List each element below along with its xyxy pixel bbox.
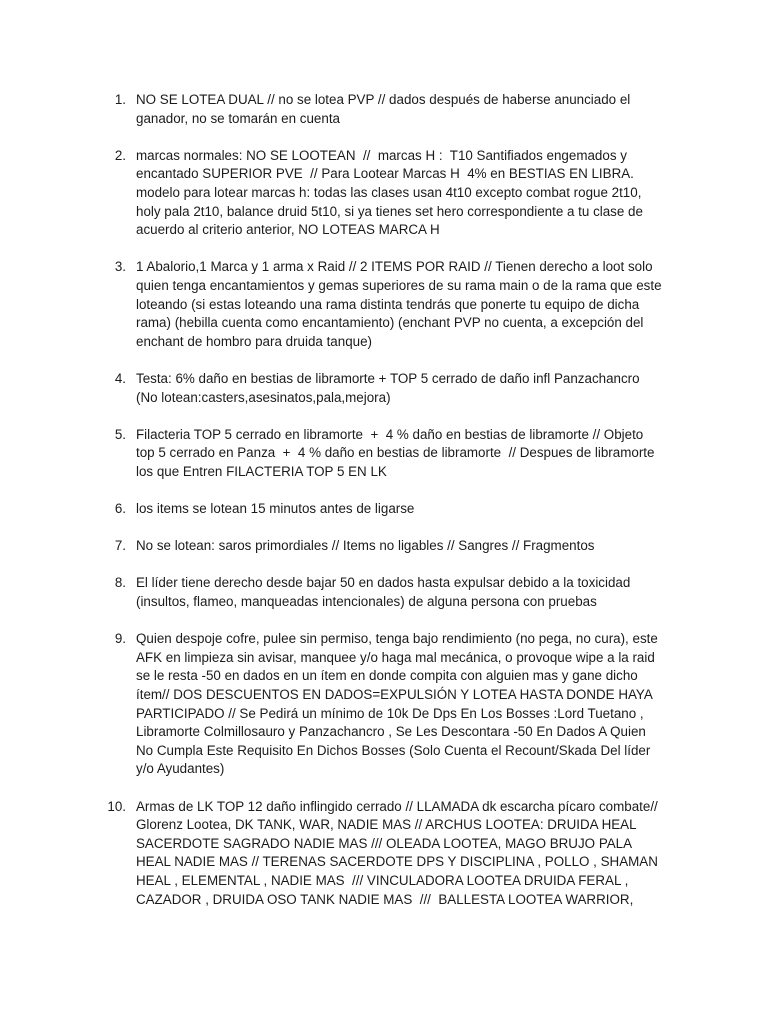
rule-line: marcas normales: NO SE LOOTEAN // marcas H : T10 Santifiados engemados y (136, 147, 627, 163)
rule-item-2 (0, 147, 768, 240)
rule-text (136, 426, 688, 482)
rule-item-4 (0, 370, 768, 407)
rule-line: El líder tiene derecho desde bajar 50 en dados hasta expulsar debido a la toxicidad (136, 575, 631, 591)
rule-line: los items se lotean 15 minutos antes de ligarse (136, 501, 415, 517)
rule-line: acuerdo al criterio anterior, NO LOTEAS MARCA H (136, 222, 440, 238)
rule-text (136, 798, 688, 910)
rule-item-6 (0, 500, 768, 519)
rule-line: Glorenz Lootea, DK TANK, WAR, NADIE MAS // ARCHUS LOOTEA: DRUIDA HEAL (136, 817, 637, 833)
rule-line: No se lotean: saros primordiales // Items no ligables // Sangres // Fragmentos (136, 538, 595, 554)
rule-line: ítem// DOS DESCUENTOS EN DADOS=EXPULSIÓN Y LOTEA HASTA DONDE HAYA (136, 687, 653, 702)
rule-line: top 5 cerrado en Panza + 4 % daño en bestias de libramorte // Despues de libramorte (136, 445, 655, 461)
rule-text (136, 500, 688, 519)
rule-line: y/o Ayudantes) (136, 761, 225, 777)
rule-line: quien tenga encantamientos y gemas superiores de su rama main o de la rama que este (136, 277, 662, 293)
rule-line: SACERDOTE SAGRADO NADIE MAS /// OLEADA LOOTEA, MAGO BRUJO PALA (136, 835, 633, 851)
rule-line: HEAL NADIE MAS // TERENAS SACERDOTE DPS Y DISCIPLINA , POLLO , SHAMAN (136, 854, 658, 870)
rule-line: Testa: 6% daño en bestias de libramorte + TOP 5 cerrado de daño infl Panzachancro (136, 370, 640, 386)
rule-line: rama) (hebilla cuenta como encantamiento) (enchant PVP no cuenta, a excepción del (136, 315, 644, 331)
rule-text (136, 258, 688, 351)
rule-item-3 (0, 258, 768, 351)
rule-number: 4. (114, 370, 126, 386)
rule-line: ganador, no se tomarán en cuenta (136, 110, 340, 126)
rules-list (0, 91, 768, 928)
rule-number: 9. (114, 631, 126, 647)
rule-line: Quien despoje cofre, pulee sin permiso, tenga bajo rendimiento (no pega, no cura), este (136, 631, 658, 647)
rule-line: modelo para lotear marcas h: todas las clases usan 4t10 excepto combat rogue 2t10, (136, 184, 642, 200)
rule-text (136, 91, 688, 128)
rule-number: 6. (114, 501, 126, 517)
rule-line: PARTICIPADO // Se Pedirá un mínimo de 10k De Dps En Los Bosses :Lord Tuetano , (136, 705, 644, 721)
rule-line: HEAL , ELEMENTAL , NADIE MAS /// VINCULADORA LOOTEA DRUIDA FERAL , (136, 872, 629, 888)
rule-item-1 (0, 91, 768, 128)
rule-text (136, 537, 688, 556)
rule-number: 1. (114, 92, 126, 107)
rule-item-8 (0, 574, 768, 611)
rule-line: Filacteria TOP 5 cerrado en libramorte + 4 % daño en bestias de libramorte // Objeto (136, 426, 644, 442)
rule-line: No Cumpla Este Requisito En Dichos Bosses (Solo Cuenta el Recount/Skada Del líder (136, 742, 651, 758)
rule-line: 1 Abalorio,1 Marca y 1 arma x Raid // 2 ITEMS POR RAID // Tienen derecho a loot solo (136, 259, 653, 275)
rule-line: (insultos, flameo, manqueadas intencionales) de alguna persona con pruebas (136, 594, 597, 610)
rule-line: CAZADOR , DRUIDA OSO TANK NADIE MAS /// BALLESTA LOOTEA WARRIOR, (136, 891, 634, 907)
rule-line: AFK en limpieza sin avisar, manquee y/o haga mal mecánica, o provoque wipe a la raid (136, 649, 655, 665)
rule-line: (No lotean:casters,asesinatos,pala,mejora) (136, 389, 391, 405)
rule-item-9 (0, 630, 768, 779)
rule-line: holy pala 2t10, balance druid 5t10, si ya tienes set hero correspondiente a tu clase de (136, 203, 643, 219)
rule-text (136, 574, 688, 611)
rule-number: 7. (114, 538, 126, 554)
rule-item-5 (0, 426, 768, 482)
rule-line: encantado SUPERIOR PVE // Para Lootear Marcas H 4% en BESTIAS EN LIBRA. (136, 166, 634, 182)
rule-item-7 (0, 537, 768, 556)
rule-number: 5. (114, 426, 126, 442)
rule-number: 2. (114, 147, 126, 163)
rule-line: enchant de hombro para druida tanque) (136, 333, 372, 349)
rule-number: 3. (114, 259, 126, 275)
rule-number: 8. (114, 575, 126, 591)
rule-line: se le resta -50 en dados en un ítem en donde compita con alguien mas y gane dicho (136, 668, 638, 684)
rule-line: Armas de LK TOP 12 daño inflingido cerrado // LLAMADA dk escarcha pícaro combate// (136, 798, 658, 814)
rule-text (136, 370, 688, 407)
rule-number: 10. (107, 798, 126, 814)
rule-item-10 (0, 798, 768, 910)
rule-text (136, 147, 688, 240)
rule-line: Libramorte Colmillosauro y Panzachancro , Se Les Descontara -50 En Dados A Quien (136, 724, 646, 740)
rule-line: los que Entren FILACTERIA TOP 5 EN LK (136, 463, 387, 479)
rule-line: loteando (si estas loteando una rama distinta tendrás que ponerte tu equipo de dicha (136, 296, 640, 312)
rule-line: NO SE LOTEA DUAL // no se lotea PVP // dados después de haberse anunciado el (136, 92, 631, 107)
rule-text (136, 630, 688, 779)
